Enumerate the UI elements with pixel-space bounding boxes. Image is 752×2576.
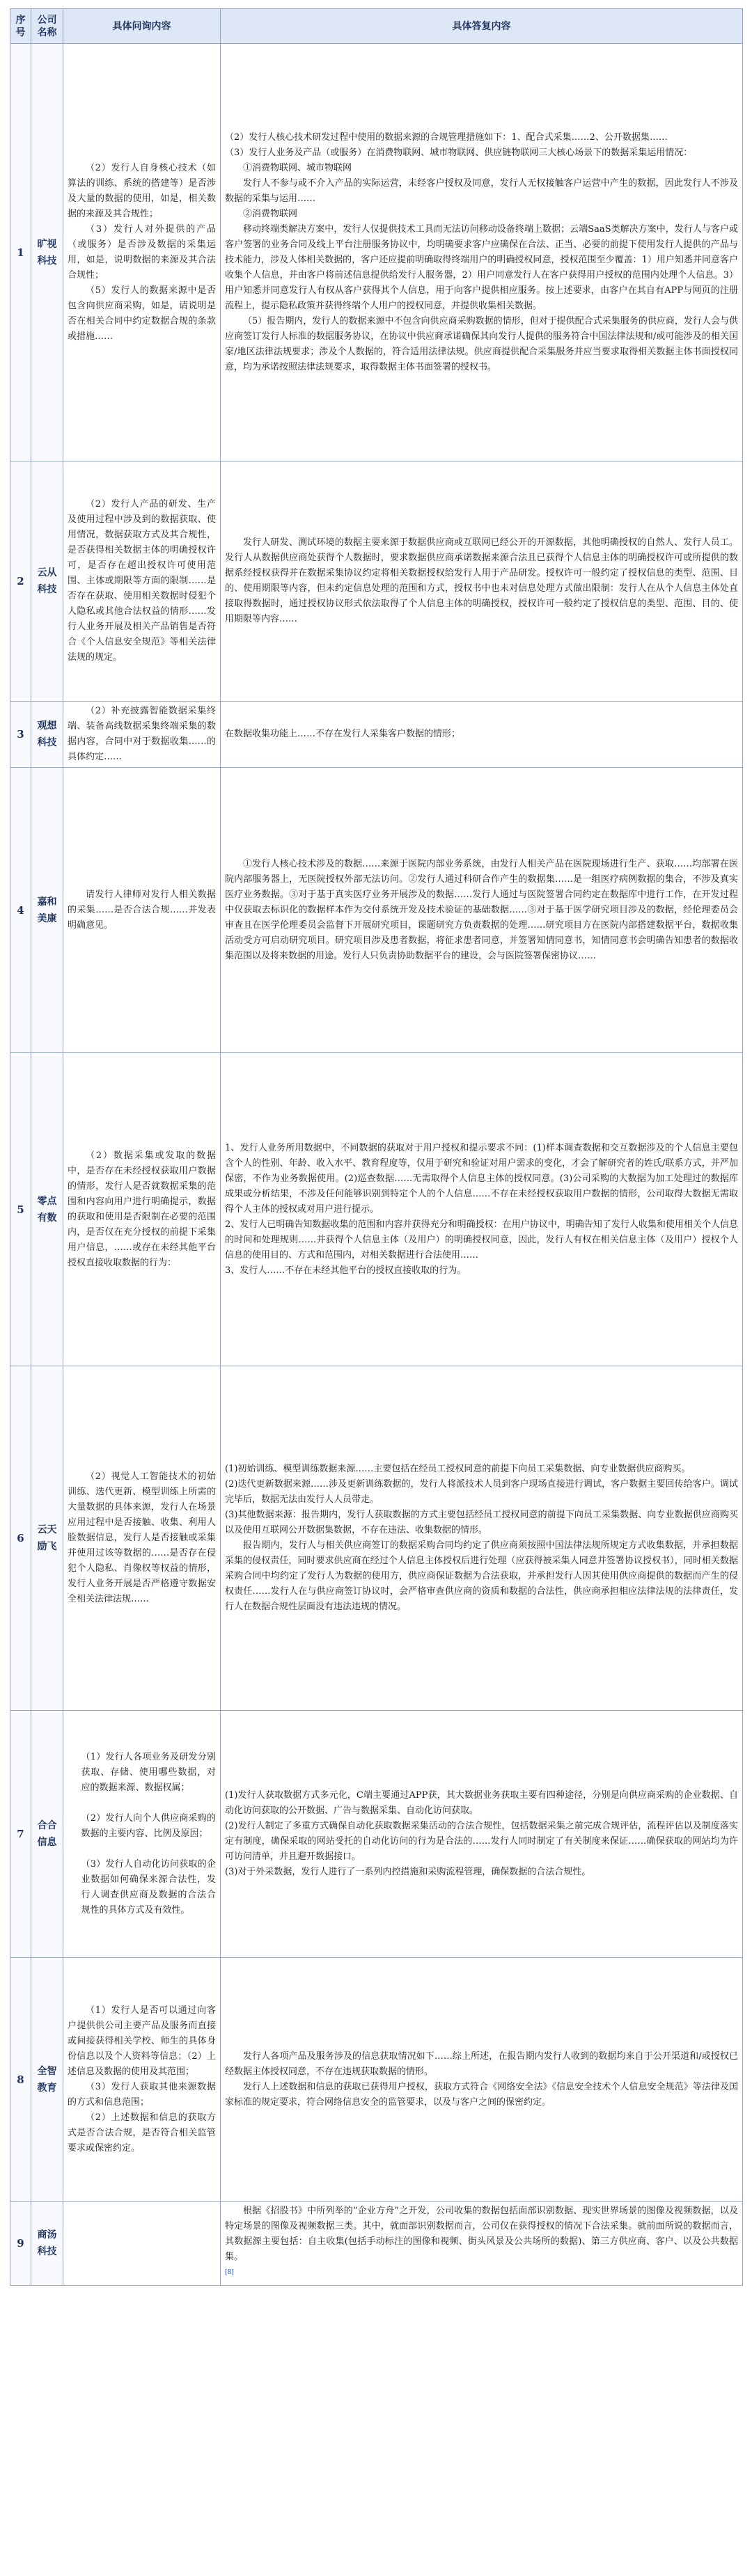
inquiry-paragraph: （3）发行人获取其他来源数据的方式和信息范围； xyxy=(68,2081,216,2108)
reply-cell xyxy=(221,44,743,461)
inquiry-cell xyxy=(63,1958,221,2202)
row-number: 3 xyxy=(10,702,31,768)
reply-paragraph: （3）发行人业务及产品（或服务）在消费物联网、城市物联网、供应链物联网三大核心场景下的数据采集运用情况： xyxy=(225,147,693,158)
inquiry-paragraph: （1）发行人各项业务及研发分别获取、存储、使用哪些数据，对应的数据来源、数据权属； xyxy=(81,1752,216,1793)
reply-cell xyxy=(221,461,743,702)
table-row xyxy=(10,768,743,1053)
reply-paragraph: 根据《招股书》中所列举的“企业方舟”之开发，公司收集的数据包括面部识别数据、现实世界场景的图像及视频数据，以及特定场景的图像及视频数据三类。其中，就面部识别数据而言，公司仅在获得授权的情况下合法采集。就前面所说的数据而言，其数据源主要包括：自主收集(包括手动标注的图像和视频、街头风景及公共场所的数据)、第三方供应商、客户、以及公共数据集。 xyxy=(225,2206,738,2262)
reply-paragraph: 1、发行人业务所用数据中，不同数据的获取对于用户授权和提示要求不同：(1)样本调查数据和交互数据涉及的个人信息主要包含个人的性别、年龄、收入水平、教育程度等，仅用于研究和验证对用户需求的变化，才会了解研究者的姓氏/联系方式，并严加保密，不作为业务数据使用。(2)巡查数据……无需取得个人信息主体的授权同意。(3)公司采购的大数据为加工处理过的数据库成果或分析结果，不涉及任何能够识别到特定个人的个人信息……不存在未经授权获取用户数据的情形，公司取得大数据无需取得个人主体的授权或对用户进行提示。 xyxy=(225,1142,738,1215)
row-number: 8 xyxy=(10,1958,31,2202)
table-header-row xyxy=(10,9,743,44)
row-number: 1 xyxy=(10,44,31,461)
inquiry-paragraph: （2）发行人自身核心技术（如算法的训练、系统的搭建等）是否涉及大量的数据的使用，如是，相关数据的来源及其合规性； xyxy=(68,162,216,219)
reply-paragraph: (3)其他数据来源：报告期内，发行人获取数据的方式主要包括经员工授权同意的前提下向员工采集数据、向专业数据供应商购买以及使用互联网公开数据集数据，不存在违法、收集数据的情形。 xyxy=(225,1510,738,1535)
reply-paragraph: ②消费物联网 xyxy=(243,208,298,219)
inquiry-cell xyxy=(63,44,221,461)
inquiry-reply-table xyxy=(10,8,743,2286)
inquiry-cell xyxy=(63,768,221,1053)
inquiry-paragraph: （2）发行人产品的研发、生产及使用过程中涉及到的数据获取、使用情况，数据获取方式及其合规性，是否获得相关数据主体的明确授权许可，是否存在超出授权许可使用范围、主体或期限等方面的限制……是否存在获取、使用相关数据时侵犯个人隐私或其他合法权益的情形……发行人业务开展及相关产品销售是否符合《个人信息安全规范》等相关法律法规的规定。 xyxy=(68,499,216,663)
reply-cell xyxy=(221,1958,743,2202)
inquiry-paragraph: 请发行人律师对发行人相关数据的采集……是否合法合规……并发表明确意见。 xyxy=(68,889,216,931)
table-row xyxy=(10,44,743,461)
reply-paragraph: 报告期内，发行人与相关供应商签订的数据采购合同均约定了供应商须按照中国法律法规所规定方式收集数据，并承担数据采集的侵权责任，同时要求供应商在经过个人信息主体授权后进行处理（应获得被采集人同意并签署协议授权书），同时相关数据采购合同中均约定了发行人为数据的使用方，供应商保证数据为合法获取，并承担发行人因其使用供应商提供的数据而产生的侵权责任……发行人在与供应商签订协议时，会严格审查供应商的资质和数据的合法性，供应商承担相应法律法规的法律责任，发行人在数据合规性层面没有违法违规的情况。 xyxy=(225,1540,738,1612)
reply-paragraph: ①消费物联网、城市物联网 xyxy=(243,162,352,173)
reply-paragraph: 移动终端类解决方案中，发行人仅提供技术工具而无法访问移动设备终端上数据；云端SaaS类解决方案中，发行人与客户或客户签署的业务合同及线上平台注册服务协议中，均明确要求客户应确保在合法、正当、必要的前提下使用发行人提供的产品与技术能力，涉及人体相关数据的，客户还应提前明确取得终端用户的明确授权同意，授权范围至少覆盖：1）用户知悉并同意客户收集个人信息，并由客户将前述信息提供给发行人服务器，2）用户同意发行人在客户获得用户授权的范围内处理个人信息。3）用户知悉并同意发行人有权从客户获得其个人信息，用于向客户提供相应服务。按上述要求，由客户在其自有APP与网页的注册流程上，提示隐私政策并获得终端个人用户的授权同意，并提供收集相关数据。 xyxy=(225,223,738,311)
table-row xyxy=(10,461,743,702)
reply-paragraph: ①发行人核心技术涉及的数据……来源于医院内部业务系统，由发行人相关产品在医院现场进行生产、获取……均部署在医院内部服务器上，无医院授权外部无法访问。②发行人通过科研合作产生的数据集……是一组医疗病例数据的集合，不涉及真实医疗业务数据。③对于基于真实医疗业务开展涉及的数据……发行人通过与医院签署合同约定在数据库中进行工作，在开发过程中仅获取去标识化的数据样本作为交付系统开发及技术验证的基础数据……③对于基于医学研究项目涉及的数据，经伦理委员会审查且在医学伦理委员会监督下开展研究项目，课题研究方负责数据的处理……研究项目方在医院内部搭建数据平台，数据收集活动受方可启动研究项目。研究项目涉及患者数据，将征求患者同意，并签署知情同意书，知情同意书会明确告知患者的数据收集范围以及将来数据的用途。发行人只负责协助数据平台的建设，会与医院签署保密协议…… xyxy=(225,858,738,961)
inquiry-paragraph: （2）视觉人工智能技术的初始训练、迭代更新、模型训练上所需的大量数据的具体来源，发行人在场景应用过程中是否接触、收集、利用人脸数据信息，发行人是否接触或采集并使用过该等数据的……是否存在侵犯个人隐私、肖像权等权益的情形，发行人业务开展是否严格遵守数据安全相关法律法规…… xyxy=(68,1471,216,1604)
reply-paragraph: （5）报告期内，发行人的数据来源中不包含向供应商采购数据的情形，但对于提供配合式采集服务的供应商，发行人会与供应商签订发行人标准的数据服务协议，在协议中供应商承诺确保其向发行人提供的服务符合中国法律法规和/或可能涉及的相关国家/地区法律法规要求；涉及个人数据的，符合适用法律法规。供应商提供配合采集服务并应当要求取得相关数据主体书面授权同意，均为承诺按照法律法规要求，取得数据主体书面签署的授权书。 xyxy=(225,315,738,372)
company-name: 合合信息 xyxy=(31,1711,63,1958)
reply-paragraph: (3)对于外采数据，发行人进行了一系列内控措施和采购流程管理，确保数据的合法合规性。 xyxy=(225,1867,591,1877)
inquiry-paragraph: （5）发行人的数据来源中是否包含向供应商采购，如是，请说明是否在相关合同中约定数据合规的条款或措施…… xyxy=(68,285,216,342)
inquiry-paragraph: （3）发行人自动化访问获取的企业数据如何确保来源合法性，发行人调查供应商及数据的合法合规性的具体方式及有效性。 xyxy=(81,1859,216,1915)
row-number: 5 xyxy=(10,1053,31,1366)
reply-cell xyxy=(221,1053,743,1366)
reply-cell xyxy=(221,768,743,1053)
reply-cell xyxy=(221,2202,743,2286)
row-number: 4 xyxy=(10,768,31,1053)
company-name: 全智教育 xyxy=(31,1958,63,2202)
inquiry-cell xyxy=(63,1053,221,1366)
reply-paragraph: 3、发行人……不存在未经其他平台的授权直接收取的行为。 xyxy=(225,1265,467,1276)
comparison-table-page xyxy=(10,8,742,2568)
reply-paragraph: 发行人上述数据和信息的获取已获得用户授权，获取方式符合《网络安全法》《信息安全技术个人信息安全规范》等法律及国家标准的规定要求，符合网络信息安全的监管要求，以及与客户之间的保密约定。 xyxy=(225,2081,738,2108)
inquiry-cell xyxy=(63,2202,221,2286)
table-row xyxy=(10,1053,743,1366)
company-name: 云天励飞 xyxy=(31,1366,63,1711)
header-reply: 具体答复内容 xyxy=(221,9,743,44)
table-row xyxy=(10,1958,743,2202)
company-name: 嘉和美康 xyxy=(31,768,63,1053)
header-company: 公司名称 xyxy=(31,9,63,44)
reply-paragraph: 在数据收集功能上……不存在发行人采集客户数据的情形； xyxy=(225,729,461,739)
reply-cell xyxy=(221,1711,743,1958)
row-number: 7 xyxy=(10,1711,31,1958)
inquiry-cell xyxy=(63,1711,221,1958)
header-inquiry: 具体问询内容 xyxy=(63,9,221,44)
inquiry-cell xyxy=(63,1366,221,1711)
reply-paragraph: 发行人各项产品及服务涉及的信息获取情况如下……综上所述，在报告期内发行人收到的数据均来自于公开渠道和/或授权已经数据主体授权同意，不存在违规获取数据的情形。 xyxy=(225,2050,738,2077)
reply-paragraph: 2、发行人已明确告知数据收集的范围和内容并获得充分和明确授权：在用户协议中，明确告知了发行人收集和使用相关个人信息的时间和处理规则……并获得个人信息主体（及用户）的明确授权同意，因此，发行人有权在相关信息主体（及用户）授权个人信息的使用目的、方式和范围内，对相关数据进行合法使用…… xyxy=(225,1219,738,1261)
reply-paragraph: (1)发行人获取数据方式多元化，C端主要通过APP获，其大数据业务获取主要有四种途径，分别是向供应商采购的企业数据、自动化访问获取的公开数据、广告与数据采集、自动化访问获取。 xyxy=(225,1790,738,1816)
reply-cell xyxy=(221,702,743,768)
table-body xyxy=(10,44,743,2286)
inquiry-cell xyxy=(63,702,221,768)
reply-paragraph: (2)迭代更新数据来源……涉及更新训练数据的，发行人将派技术人员到客户现场直接进行调试，客户数据主要回传给客户。调试完毕后，数据无法由发行人人员带走。 xyxy=(225,1479,738,1505)
inquiry-paragraph: （2）补充披露智能数据采集终端、装备高线数据采集终端采集的数据内容，合同中对于数据收集……的具体约定…… xyxy=(68,706,216,762)
inquiry-cell xyxy=(63,461,221,702)
reply-paragraph: 发行人研发、测试环境的数据主要来源于数据供应商或互联网已经公开的开源数据，其他明确授权的自然人、发行人员工。发行人从数据供应商处获得个人数据时，要求数据供应商承诺数据来源合法且已获得个人信息主体的明确授权许可或所提供的数据系经授权获得并在数据采集协议约定将相关数据授权给发行人用于产品研发。授权许可一般约定了授权信息的类型、范围、目的、使用期限等内容，但未约定信息处理的范围和方式，授权书中也未对信息处理方式做出限制：发行人在从个人信息主体处直接取得数据时，通过授权协议形式依法取得了个人信息主体的明确授权，授权许可一般约定了授权信息的类型、范围、目的、使用期限等内容…… xyxy=(225,537,738,624)
company-name: 零点有数 xyxy=(31,1053,63,1366)
table-row xyxy=(10,1711,743,1958)
reply-paragraph: （2）发行人核心技术研发过程中使用的数据来源的合规管理措施如下：1、配合式采集……2、公开数据集…… xyxy=(225,132,668,143)
inquiry-paragraph: （2）上述数据和信息的获取方式是否合法合规，是否符合相关监管要求或保密约定。 xyxy=(68,2112,216,2154)
inquiry-paragraph: （1）发行人是否可以通过向客户提供供公司主要产品及服务而直接或间接获得相关学校、师生的具体身份信息以及个人资料等信息；（2）上述信息及数据的使用及其范围； xyxy=(68,2005,216,2077)
reply-paragraph: (1)初始训练、模型训练数据来源……主要包括在经员工授权同意的前提下向员工采集数据、向专业数据供应商购买。 xyxy=(225,1464,691,1474)
table-row xyxy=(10,2202,743,2286)
row-number: 9 xyxy=(10,2202,31,2286)
company-name: 云从科技 xyxy=(31,461,63,702)
inquiry-paragraph: （3）发行人对外提供的产品（或服务）是否涉及数据的采集运用，如是，说明数据的来源及其合法合规性； xyxy=(68,223,216,280)
reply-paragraph: (2)发行人制定了多重方式确保自动化获取数据采集活动的合法合规性，包括数据采集之前完成合规评估，流程评估以及制度落实定有制度，确保采取的网站受托的自动化访问的行为是合法的……发行人同时制定了有关制度来保证……确保获取的网站均为许可访问清单，并且避开数据接口。 xyxy=(225,1821,738,1862)
company-name: 旷视科技 xyxy=(31,44,63,461)
reply-paragraph: 发行人不参与或不介入产品的实际运营，未经客户授权及同意，发行人无权接触客户运营中产生的数据，因此发行人不涉及数据的采集与运用…… xyxy=(225,177,738,204)
company-name: 商汤科技 xyxy=(31,2202,63,2286)
reply-cell xyxy=(221,1366,743,1711)
inquiry-paragraph: （2）数据采集或发取的数据中，是否存在未经授权获取用户数据的情形，发行人是否就数据采集的范围和内容向用户进行明确提示，数据的获取和使用是否限制在必要的范围内，是否仅在充分授权的前提下采集用户信息，……或存在未经其他平台授权直接收取数据的行为： xyxy=(68,1150,216,1268)
header-no: 序号 xyxy=(10,9,31,44)
table-row xyxy=(10,1366,743,1711)
row-number: 6 xyxy=(10,1366,31,1711)
company-name: 观想科技 xyxy=(31,702,63,768)
inquiry-paragraph: （2）发行人向个人供应商采购的数据的主要内容、比例及原因； xyxy=(81,1813,216,1839)
footnote-marker: [8] xyxy=(225,2269,234,2276)
row-number: 2 xyxy=(10,461,31,702)
table-row xyxy=(10,702,743,768)
